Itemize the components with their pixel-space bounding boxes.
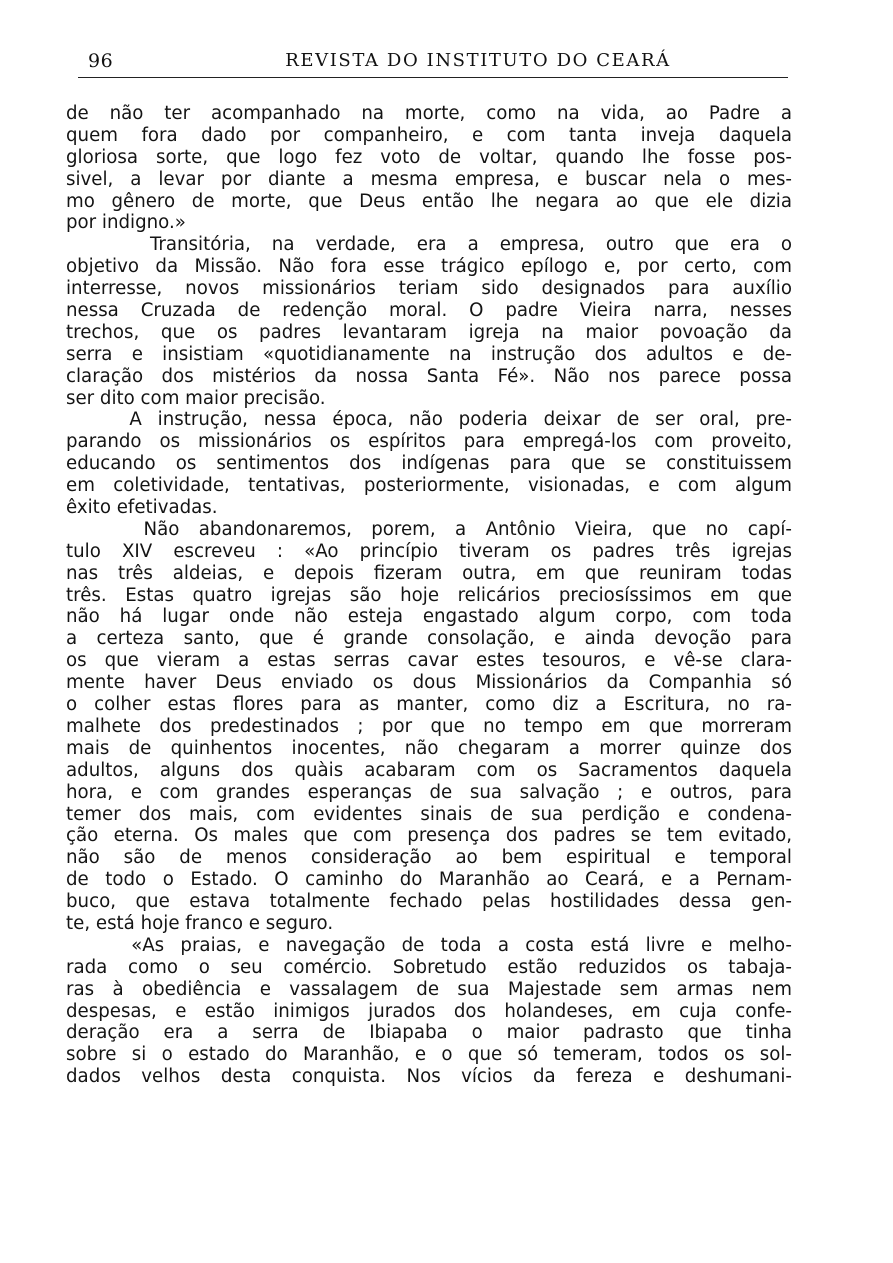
text-line: parando os missionários os espíritos para empregá-los com proveito,	[66, 431, 792, 453]
text-line: temer dos mais, com evidentes sinais de sua perdição e condena-	[66, 803, 792, 825]
text-line: te, está hoje franco e seguro.	[66, 912, 334, 934]
text-line: os que vieram a estas serras cavar estes tesouros, e vê-se clara-	[66, 650, 792, 672]
text-line: mo gênero de morte, que Deus então lhe negara ao que ele dizia	[66, 190, 792, 212]
text-line: nessa Cruzada de redenção moral. O padre Vieira narra, nesses	[66, 300, 792, 322]
text-line: não há lugar onde não esteja engastado algum corpo, com toda	[66, 606, 792, 628]
text-line: claração dos mistérios da nossa Santa Fé». Não nos parece possa	[66, 365, 792, 387]
text-line: hora, e com grandes esperanças de sua salvação ; e outros, para	[66, 781, 792, 803]
text-line: ção eterna. Os males que com presença dos padres se tem evitado,	[66, 825, 792, 847]
text-line: nas três aldeias, e depois fizeram outra, em que reuniram todas	[66, 562, 792, 584]
text-line: serra e insistiam «quotidianamente na instrução dos adultos e de-	[66, 343, 792, 365]
text-line: educando os sentimentos dos indígenas para que se constituissem	[66, 453, 792, 475]
text-line: interresse, novos missionários teriam sido designados para auxílio	[66, 278, 792, 300]
text-line: sobre si o estado do Maranhão, e o que só temeram, todos os sol-	[66, 1044, 792, 1066]
text-line: A instrução, nessa época, não poderia deixar de ser oral, pre-	[66, 409, 792, 431]
text-line: a certeza santo, que é grande consolação, e ainda devoção para	[66, 628, 792, 650]
text-line: buco, que estava totalmente fechado pelas hostilidades dessa gen-	[66, 891, 792, 913]
body-text	[66, 103, 792, 1088]
text-line: de todo o Estado. O caminho do Maranhão ao Ceará, e a Pernam-	[66, 869, 792, 891]
text-line: mente haver Deus enviado os dous Missionários da Companhia só	[66, 672, 792, 694]
text-line: objetivo da Missão. Não fora esse trágico epílogo e, por certo, com	[66, 256, 792, 278]
text-line: êxito efetivadas.	[66, 497, 218, 519]
text-line: ser dito com maior precisão.	[66, 387, 326, 409]
text-line: quem fora dado por companheiro, e com tanta inveja daquela	[66, 124, 792, 146]
text-line: três. Estas quatro igrejas são hoje relicários preciosíssimos em que	[66, 584, 792, 606]
text-line: de não ter acompanhado na morte, como na vida, ao Padre a	[66, 103, 792, 124]
header-rule	[78, 77, 788, 78]
text-line: trechos, que os padres levantaram igreja na maior povoação da	[66, 321, 792, 343]
text-line: por indigno.»	[66, 212, 186, 234]
text-line: gloriosa sorte, que logo fez voto de voltar, quando lhe fosse pos-	[66, 146, 792, 168]
text-line: adultos, alguns dos quàis acabaram com os Sacramentos daquela	[66, 759, 792, 781]
text-line: mais de quinhentos inocentes, não chegaram a morrer quinze dos	[66, 737, 792, 759]
text-line: «As praias, e navegação de toda a costa está livre e melho-	[66, 934, 792, 956]
text-line: em coletividade, tentativas, posteriormente, visionadas, e com algum	[66, 475, 792, 497]
text-line: Não abandonaremos, porem, a Antônio Vieira, que no capí-	[66, 518, 792, 540]
text-line: dados velhos desta conquista. Nos vícios da fereza e deshumani-	[66, 1066, 792, 1088]
text-line: deração era a serra de Ibiapaba o maior padrasto que tinha	[66, 1022, 792, 1044]
text-line: não são de menos consideração ao bem espiritual e temporal	[66, 847, 792, 869]
text-line: sivel, a levar por diante a mesma empresa, e buscar nela o mes-	[66, 168, 792, 190]
text-line: Transitória, na verdade, era a empresa, outro que era o	[66, 234, 792, 256]
text-line: rada como o seu comércio. Sobretudo estão reduzidos os tabaja-	[66, 956, 792, 978]
text-line: ras à obediência e vassalagem de sua Majestade sem armas nem	[66, 978, 792, 1000]
text-line: malhete dos predestinados ; por que no tempo em que morreram	[66, 715, 792, 737]
page-header	[78, 50, 788, 78]
text-line: tulo XIV escreveu : «Ao princípio tiveram os padres três igrejas	[66, 540, 792, 562]
running-title: REVISTA DO INSTITUTO DO CEARÁ	[285, 50, 671, 71]
text-line: despesas, e estão inimigos jurados dos holandeses, em cuja confe-	[66, 1000, 792, 1022]
page-number: 96	[88, 50, 114, 72]
text-line: o colher estas flores para as manter, como diz a Escritura, no ra-	[66, 694, 792, 716]
